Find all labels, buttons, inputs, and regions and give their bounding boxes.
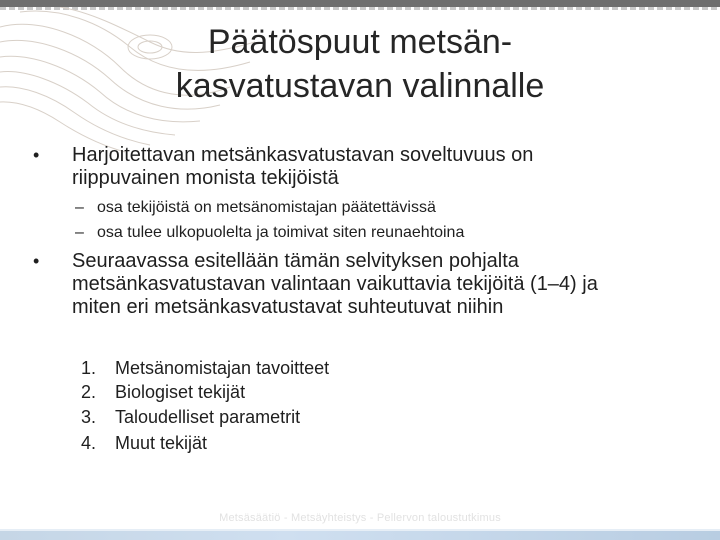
item-number: 1. bbox=[80, 358, 96, 378]
item-text: Biologiset tekijät bbox=[115, 382, 246, 402]
bullet-marker: • bbox=[33, 145, 40, 165]
bullet-line: Seuraavassa esitellään tämän selvityksen pohjalta bbox=[72, 250, 519, 272]
sub-bullet-marker: – bbox=[75, 224, 84, 241]
item-text: Taloudelliset parametrit bbox=[115, 407, 301, 427]
sub-bullet-item-2 bbox=[75, 223, 675, 243]
bullet-line: metsänkasvatustavan valintaan vaikuttavia tekijöitä (1–4) ja bbox=[72, 273, 598, 295]
item-number: 4. bbox=[80, 433, 96, 453]
bullet-item-1 bbox=[33, 144, 695, 190]
title-line-2: kasvatustavan valinnalle bbox=[175, 67, 545, 105]
title-line-1: Päätöspuut metsän- bbox=[207, 23, 513, 61]
item-number: 3. bbox=[80, 407, 96, 427]
bottom-decorative-band bbox=[0, 531, 720, 540]
sub-bullet-text: osa tekijöistä on metsänomistajan päätettävissä bbox=[97, 199, 436, 216]
bullet-item-2 bbox=[33, 250, 695, 319]
sub-bullet-item-1 bbox=[75, 198, 675, 218]
bullet-text bbox=[45, 250, 695, 319]
footer-text: Metsäsäätiö - Metsäyhteistys - Pellervon taloustutkimus bbox=[219, 512, 501, 524]
sub-bullet-marker: – bbox=[75, 199, 84, 216]
item-number: 2. bbox=[80, 382, 96, 402]
bullet-text bbox=[45, 144, 695, 190]
bullet-line: Harjoitettavan metsänkasvatustavan soveltuvuus on bbox=[72, 144, 534, 166]
bullet-line: riippuvainen monista tekijöistä bbox=[72, 167, 339, 189]
bullet-marker: • bbox=[33, 251, 40, 271]
bullet-line: miten eri metsänkasvatustavat suhteutuvat niihin bbox=[72, 296, 504, 318]
item-text: Muut tekijät bbox=[115, 433, 208, 453]
sub-bullet-text: osa tulee ulkopuolelta ja toimivat siten reunaehtoina bbox=[97, 224, 465, 241]
item-text: Metsänomistajan tavoitteet bbox=[115, 358, 330, 378]
